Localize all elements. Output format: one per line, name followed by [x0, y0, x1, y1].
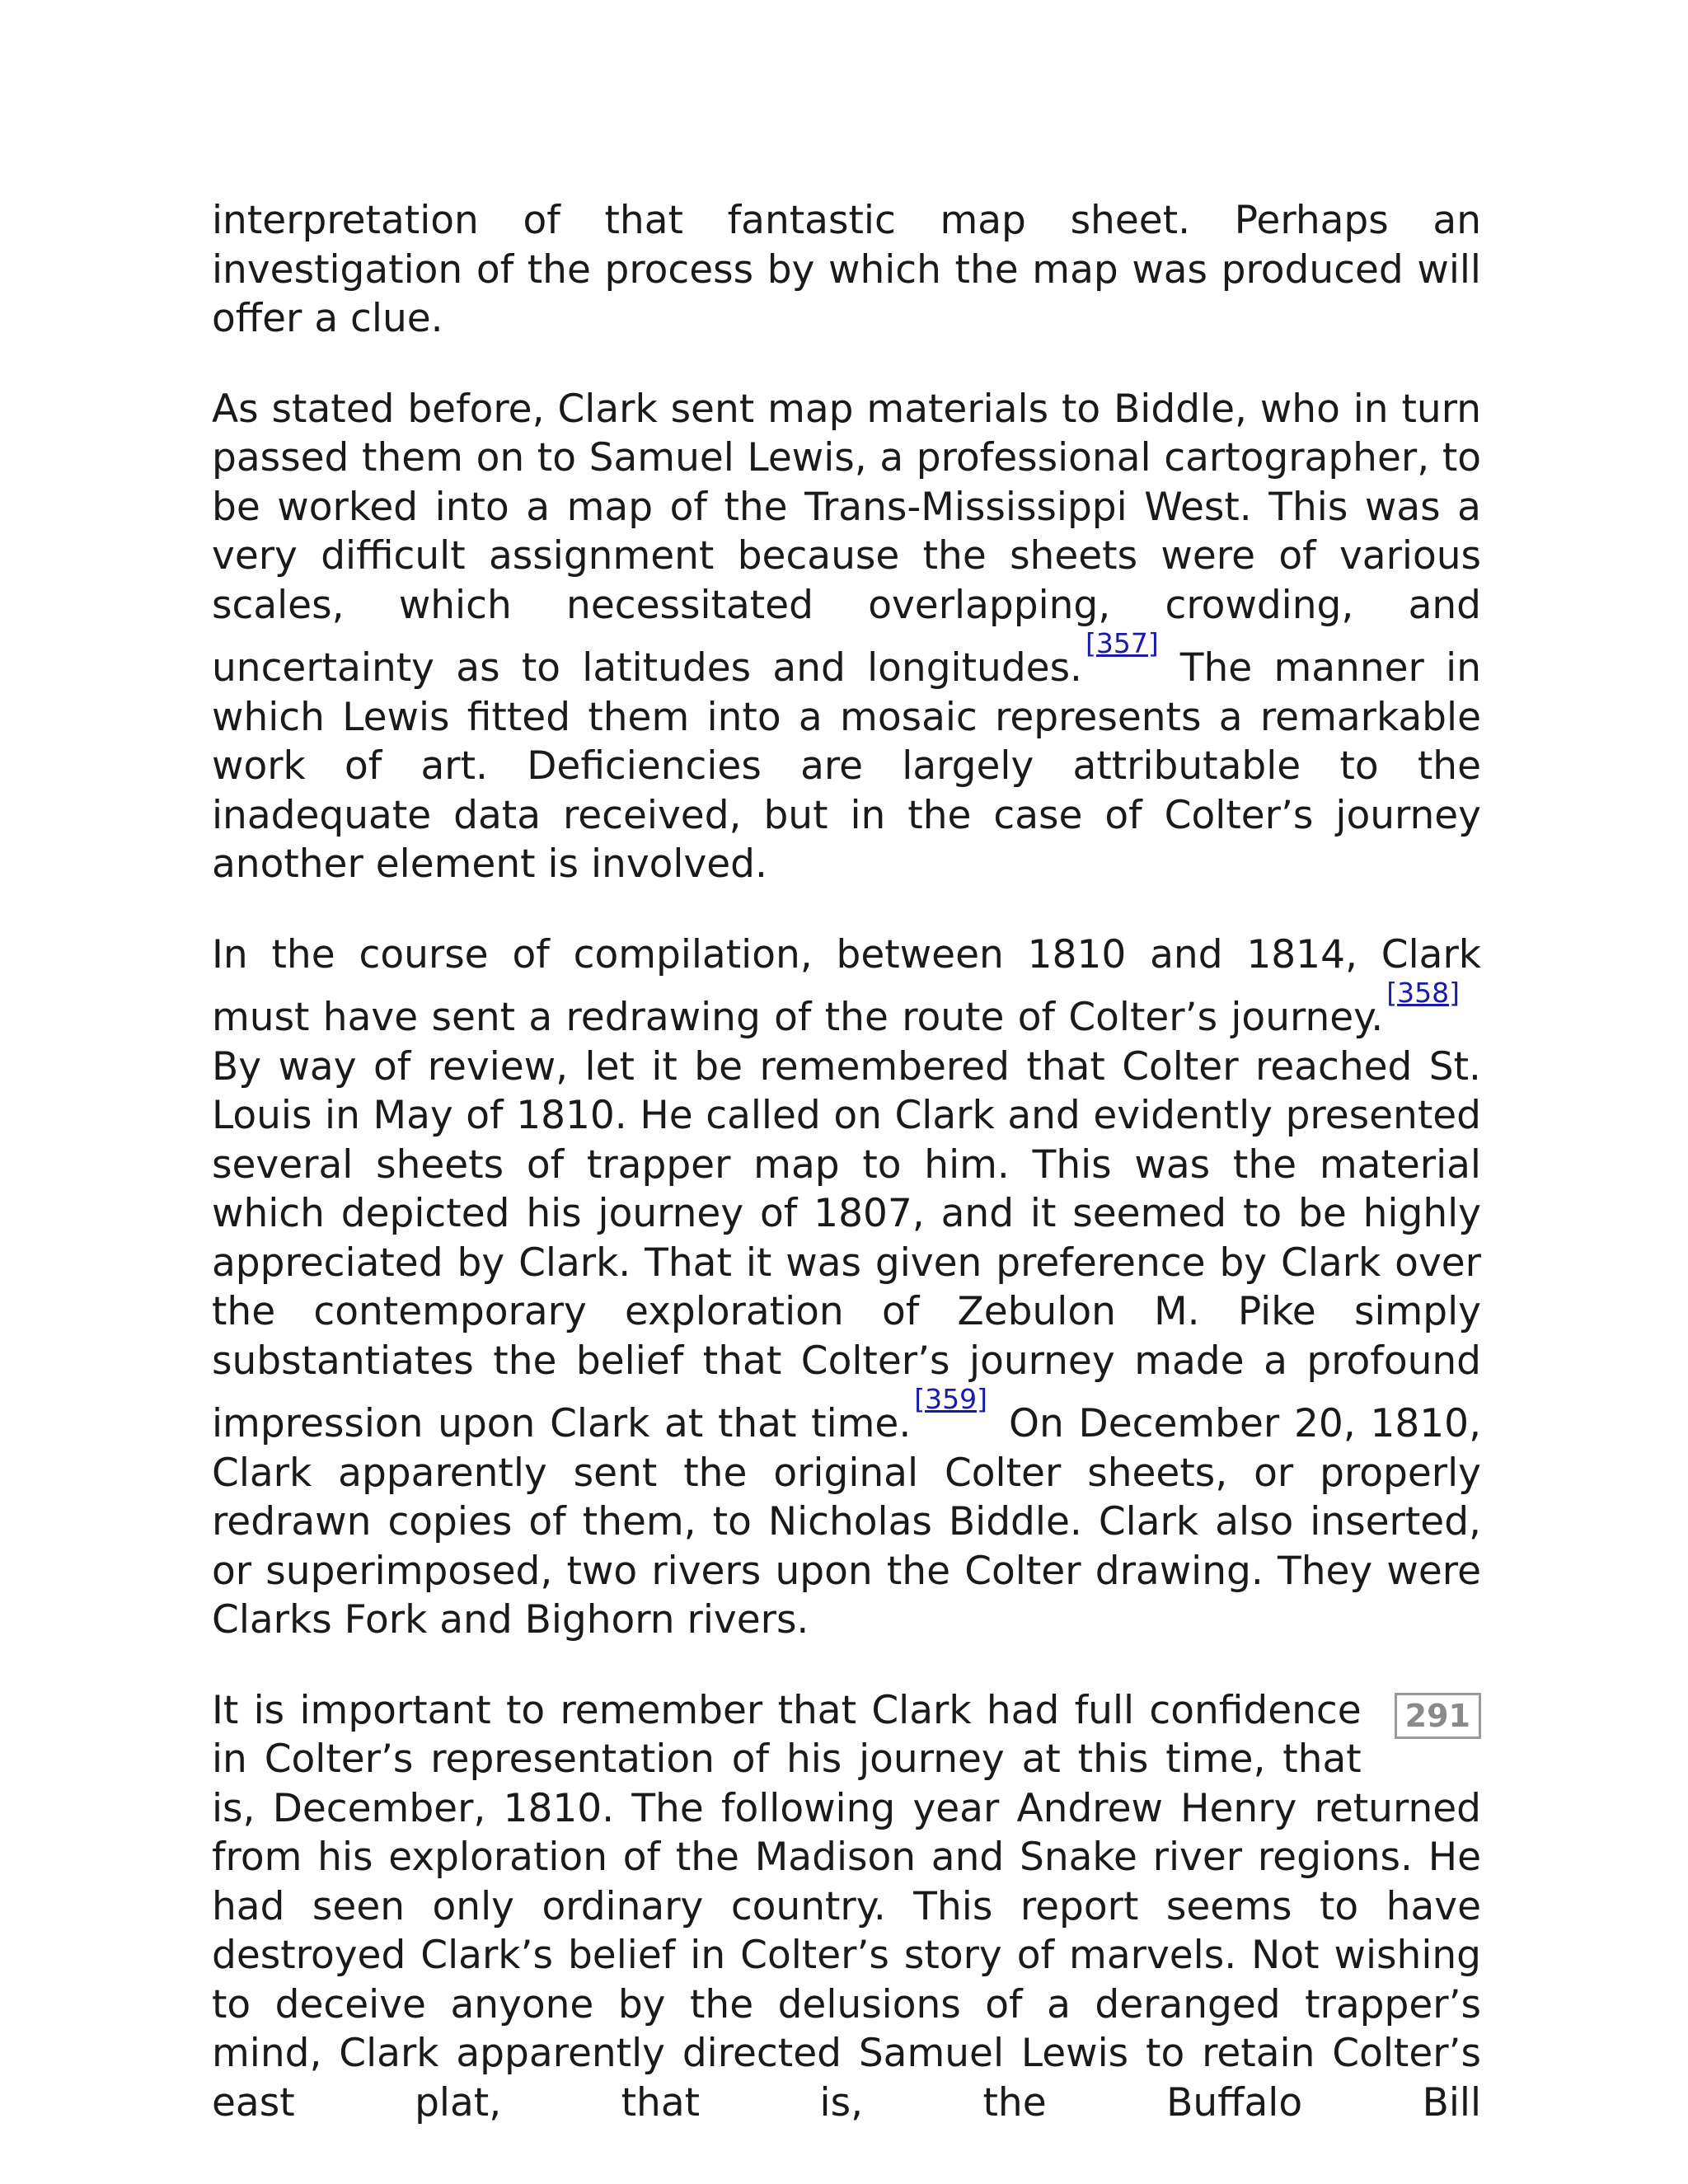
paragraph-text: As stated before, Clark sent map materials to Biddle, who in turn passed them on to Samuel Lewis, a professional cartographer, to be worked into a map of the Trans-Mississippi West. This was a very difficult assignment because the sheets were of various scales, which necessitated overlapping, crowding, and uncertainty as to latitudes and longitudes. — [212, 386, 1481, 691]
paragraph-text: It is important to remember that Clark had full confidence in Colter’s representation of his journey at this time, that is, December, 1810. The following year Andrew Henry returned from his exploration of the Madison and Snake river regions. He had seen only ordinary country. This report seems to have destroyed Clark’s belief in Colter’s story of marvels. Not wishing to deceive anyone by the delusions of a deranged trapper’s mind, Clark apparently directed Samuel Lewis to retain Colter’s east plat, that is, the Buffalo Bill — [212, 1687, 1481, 2125]
footnote-link-359[interactable]: [359] — [914, 1383, 988, 1415]
paragraph-text: The manner in which Lewis fitted them into a mosaic represents a remarkable work of art. Deficiencies are largely attributable to the inadequate data received, but in the case of Colter’s journey another element is involved. — [212, 645, 1481, 887]
page-number-badge: 291 — [1395, 1693, 1481, 1739]
paragraph-text: interpretation of that fantastic map sheet. Perhaps an investigation of the process by which the map was produced will offer a clue. — [212, 198, 1481, 341]
footnote-link-357[interactable]: [357] — [1085, 627, 1159, 659]
document-page — [212, 196, 1481, 2168]
footnote-link-358[interactable]: [358] — [1386, 977, 1460, 1009]
paragraph-1 — [212, 196, 1481, 344]
paragraph-4 — [212, 1686, 1481, 2128]
paragraph-text: In the course of compilation, between 1810 and 1814, Clark must have sent a redrawing of the route of Colter’s journey. — [212, 931, 1481, 1040]
paragraph-3 — [212, 930, 1481, 1645]
paragraph-text: By way of review, let it be remembered that Colter reached St. Louis in May of 1810. He called on Clark and evidently presented several sheets of trapper map to him. This was the material which depicted his journey of 1807, and it seemed to be highly appreciated by Clark. That it was given preference by Clark over the contemporary exploration of Zebulon M. Pike simply substantiates the belief that Colter’s journey made a profound impression upon Clark at that time. — [212, 1043, 1481, 1446]
paragraph-text: On December 20, 1810, Clark apparently sent the original Colter sheets, or properly redrawn copies of them, to Nicholas Biddle. Clark also inserted, or superimposed, two rivers upon the Colter drawing. They were Clarks Fork and Bighorn rivers. — [212, 1401, 1482, 1643]
paragraph-2 — [212, 385, 1481, 889]
